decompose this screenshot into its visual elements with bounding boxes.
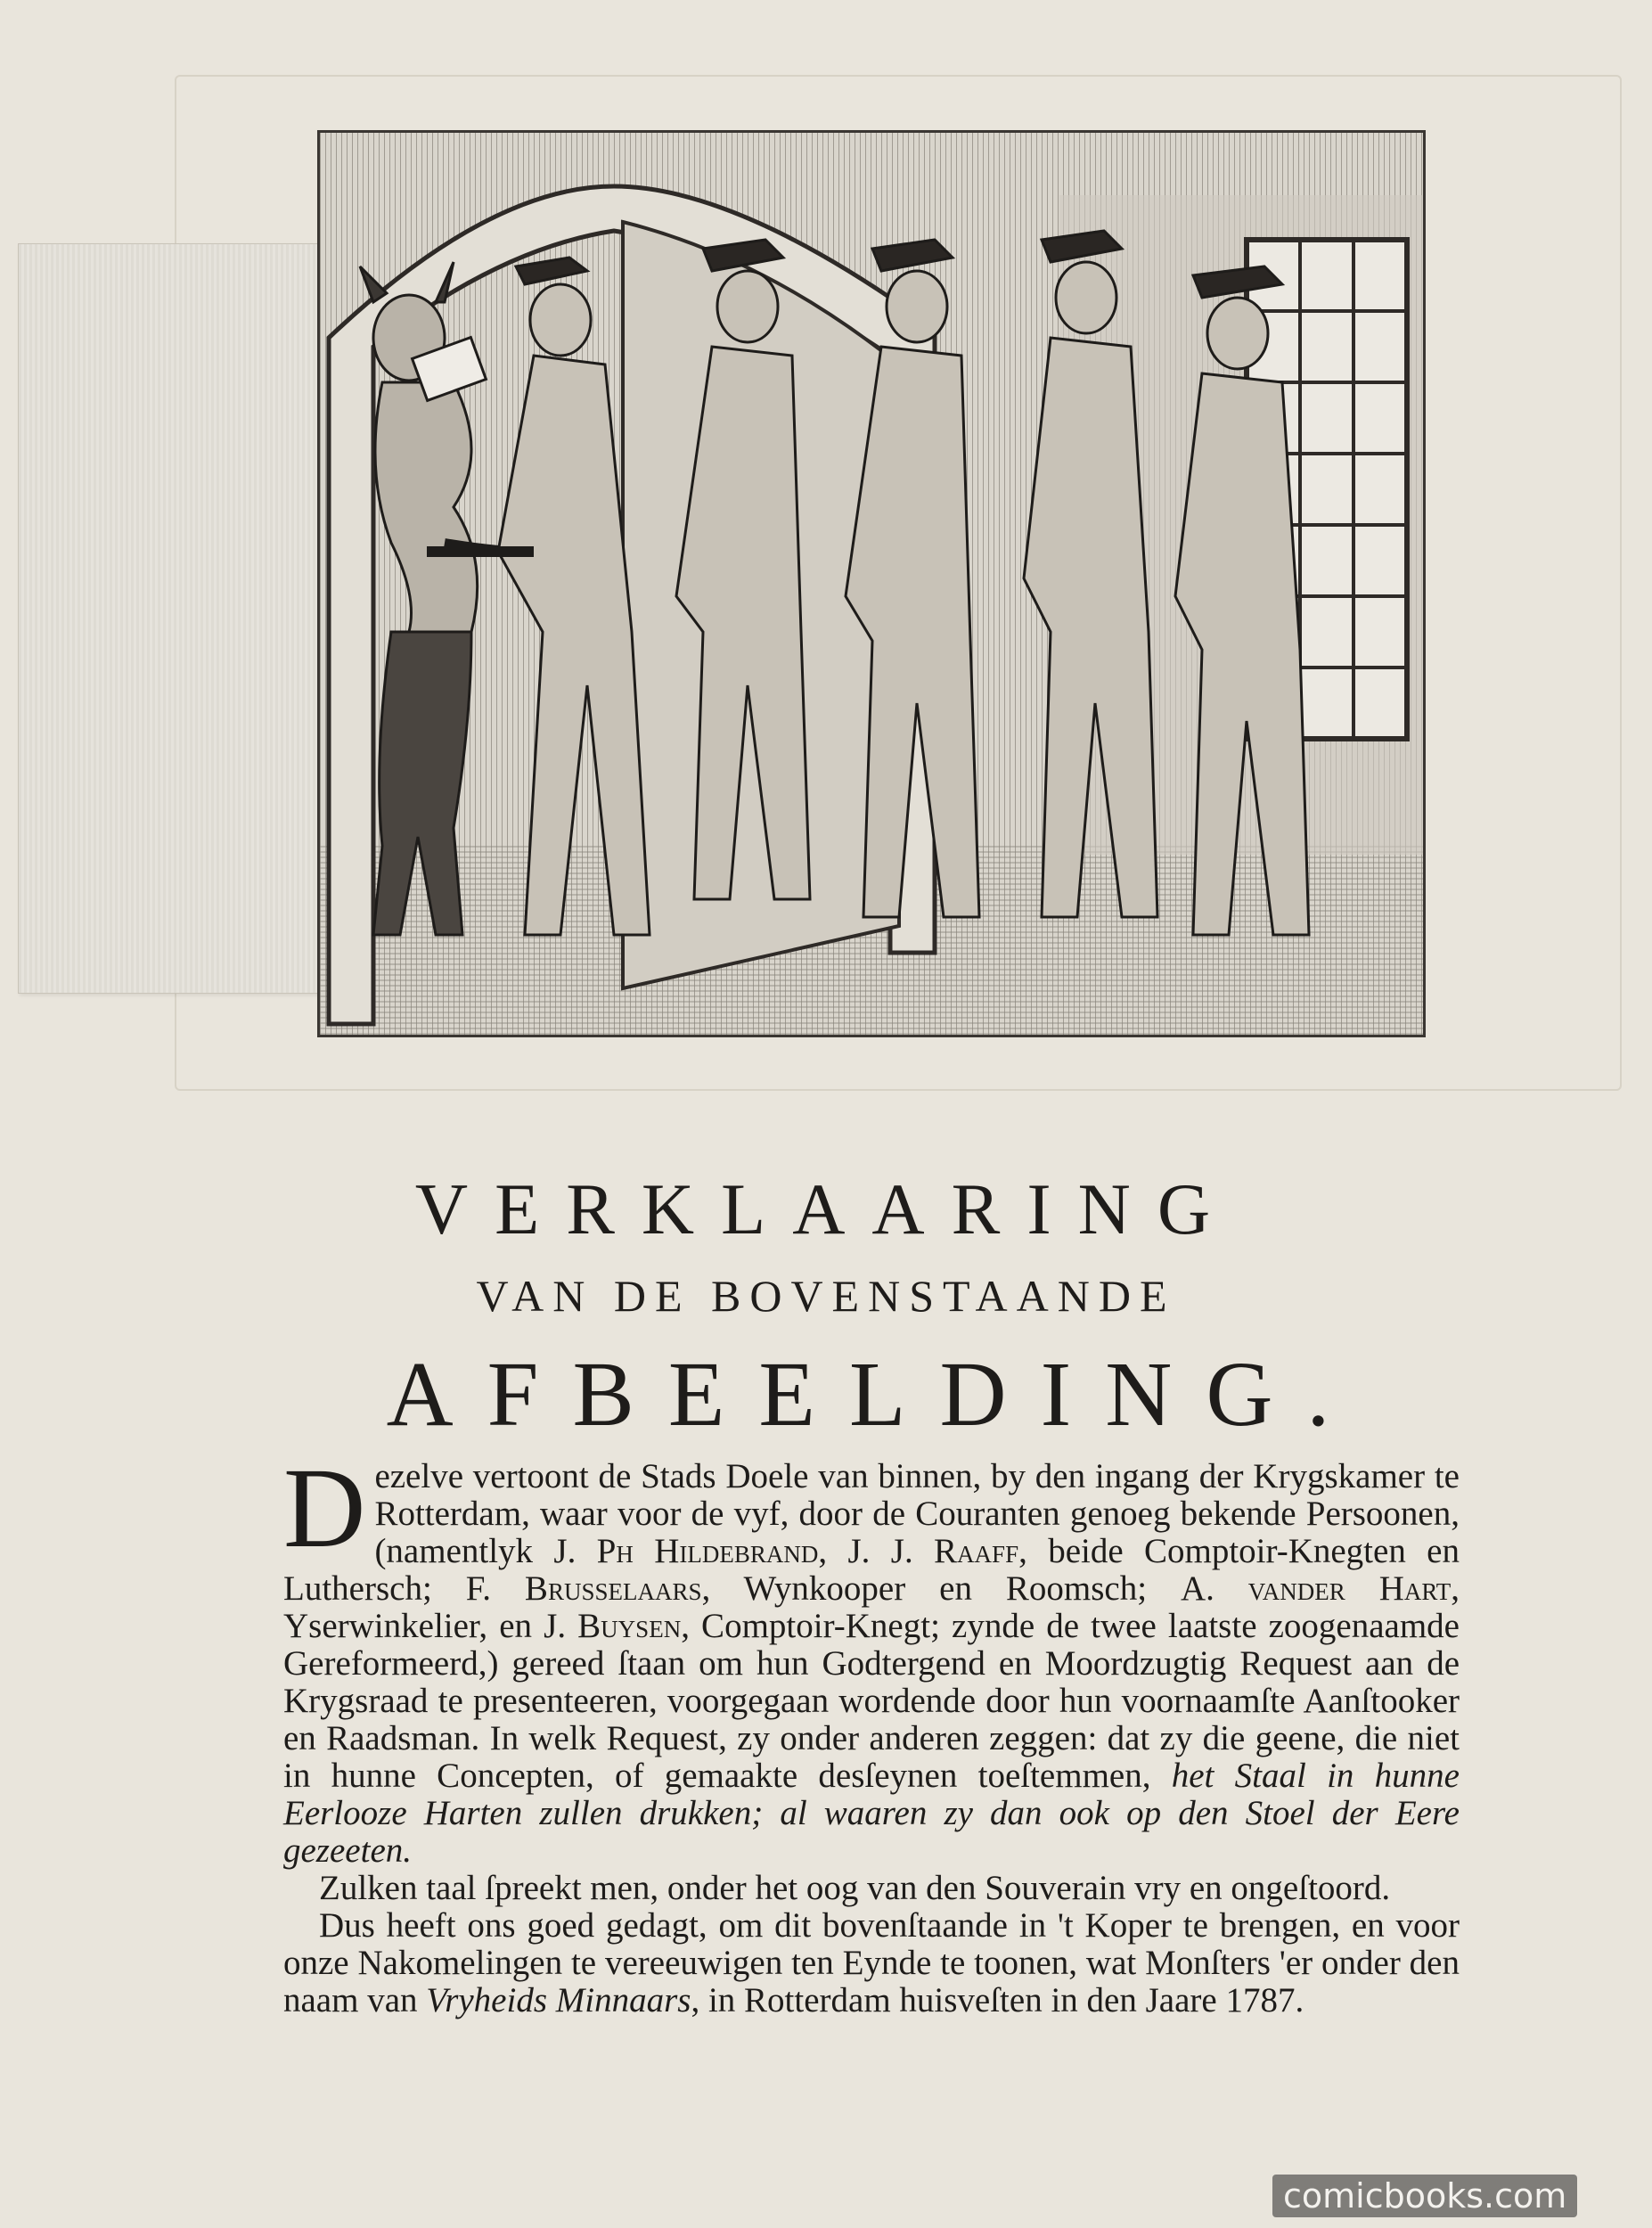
p1-part-c: , beide Comptoir-Knegten en Luthersch; <box>283 1532 1460 1608</box>
person-name-1: J. Ph Hildebrand <box>553 1532 819 1570</box>
p1-italic-quote: het Staal in hunne Eerlooze Harten zullen drukken; al waaren zy dan ook op den Stoel der Eere gezeeten. <box>283 1757 1460 1870</box>
p1-part-b: , <box>818 1532 848 1570</box>
p3-italic: Vryheids Minnaars <box>426 1981 691 2019</box>
p1-part-a: ezelve vertoont de Stads Doele van binnen, by den ingang der Krygskamer te Rotterdam, waar voor de vyf, door de Couranten genoeg bekende Persoonen, (namentlyk <box>374 1457 1460 1570</box>
heading-line-2: VAN DE BOVENSTAANDE <box>476 1271 1176 1321</box>
paragraph-3 <box>283 1907 1460 2019</box>
p1-part-f: , Comptoir-Knegt; zynde de twee laatste zoogenaamde Gereformeerd,) gereed ſtaan om hun Godtergend en Moordzugtig Request aan de Krygsraad te presenteeren, voorgegaan wordende door hun voornaamſte Aanſtooker en Raadsman. In welk Request, zy onder anderen zeggen: dat zy die geene, die niet in hunne Concepten, of gemaakte desſeynen toeſtemmen, <box>283 1607 1460 1795</box>
p1-part-e: , Yserwinkelier, en <box>283 1569 1460 1645</box>
person-name-3: F. Brusselaars <box>465 1569 702 1608</box>
paragraph-1 <box>283 1445 1460 1870</box>
person-name-4: A. vander Hart <box>1180 1569 1452 1608</box>
heading-line-1: VERKLAARING <box>414 1168 1238 1249</box>
paper-flap <box>18 243 323 994</box>
p3-part-b: , in Rotterdam huisveſten in den Jaare 1787. <box>691 1981 1304 2019</box>
watermark-text: comicbooks.com <box>1272 2175 1577 2217</box>
paragraph-2: Zulken taal ſpreekt men, onder het oog van den Souverain vry en ongeſtoord. <box>319 1869 1391 1907</box>
person-name-5: J. Buysen <box>544 1607 682 1645</box>
person-name-2: J. J. Raaff <box>847 1532 1019 1570</box>
engraving-scene-svg <box>320 133 1423 1035</box>
p1-part-d: , Wynkooper en Roomsch; <box>701 1569 1181 1608</box>
engraving-illustration <box>317 130 1426 1037</box>
drop-cap: D <box>283 1445 366 1571</box>
heading-line-3: AFBEELDING. <box>386 1343 1364 1446</box>
body-text <box>283 1445 1460 2019</box>
p3-part-a: Dus heeft ons goed gedagt, om dit bovenſtaande in 't Koper te brengen, en voor onze Nakomelingen te vereeuwigen ten Eynde te toonen, wat Monſters 'er onder den naam van <box>283 1906 1460 2019</box>
